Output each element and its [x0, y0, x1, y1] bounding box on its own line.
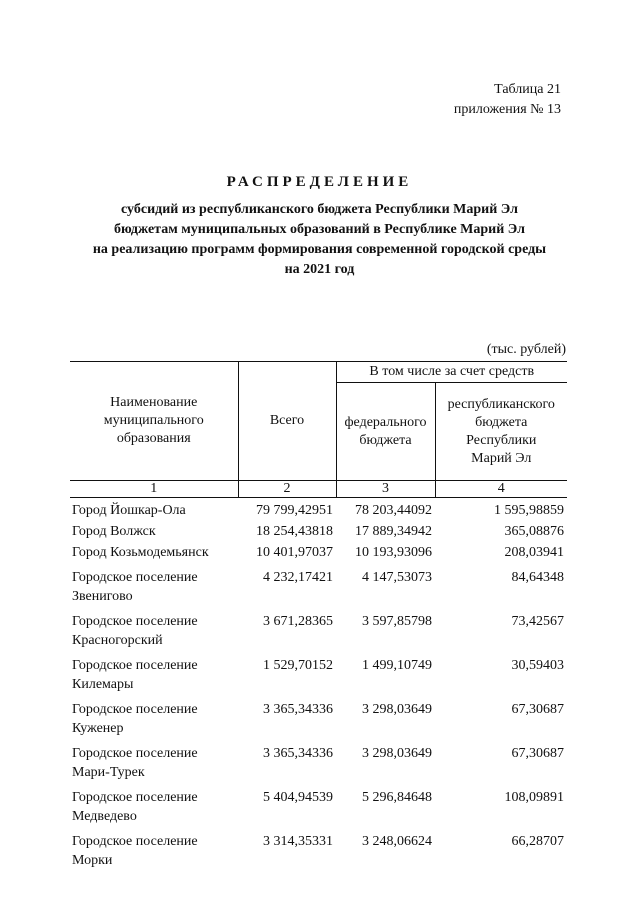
- row-federal: 3 298,03649: [362, 746, 432, 761]
- row-name-line: Городское поселение: [72, 658, 198, 673]
- row-federal: 3 597,85798: [362, 614, 432, 629]
- row-republic: 67,30687: [511, 746, 565, 761]
- row-federal: 1 499,10749: [362, 658, 432, 673]
- header-group: В том числе за счет средств: [336, 362, 567, 383]
- column-number: 4: [435, 481, 567, 498]
- row-name-line: Городское поселение: [72, 834, 198, 849]
- subsidy-table: [70, 361, 567, 871]
- row-name-line: Город Йошкар-Ола: [72, 503, 186, 518]
- subtitle-line: на 2021 год: [284, 262, 355, 277]
- row-name-line: Красногорский: [72, 633, 163, 648]
- subtitle-line: бюджетам муниципальных образований в Республике Марий Эл: [114, 222, 525, 237]
- row-republic: 73,42567: [511, 614, 565, 629]
- row-total: 4 232,17421: [263, 570, 333, 585]
- row-republic: 365,08876: [504, 524, 565, 539]
- row-total: 18 254,43818: [256, 524, 333, 539]
- header-federal: федерального бюджета: [336, 383, 435, 481]
- document-subtitle: [40, 200, 599, 280]
- row-total: 1 529,70152: [263, 658, 333, 673]
- row-name-line: Килемары: [72, 677, 134, 692]
- row-total: 10 401,97037: [256, 545, 333, 560]
- ref-table-number: Таблица 21: [494, 82, 561, 97]
- row-name: [70, 651, 238, 695]
- subtitle-line: на реализацию программ формирования современной городской среды: [92, 242, 547, 257]
- column-number: 1: [70, 481, 238, 498]
- header-republic: республиканского бюджета Республики Марий Эл: [435, 383, 567, 481]
- column-number: 2: [238, 481, 336, 498]
- row-name-line: Городское поселение: [72, 790, 198, 805]
- table-row: [70, 542, 567, 563]
- row-name-line: Город Волжск: [72, 524, 156, 539]
- header-name: Наименование муниципального образования: [70, 362, 238, 481]
- row-name-line: Медведево: [72, 809, 137, 824]
- row-total: 3 671,28365: [263, 614, 333, 629]
- row-name-line: Морки: [72, 853, 113, 868]
- row-name: [70, 827, 238, 871]
- subtitle-line: субсидий из республиканского бюджета Республики Марий Эл: [121, 202, 518, 217]
- row-name: [70, 563, 238, 607]
- row-name-line: Городское поселение: [72, 702, 198, 717]
- row-name: [70, 498, 238, 522]
- row-name-line: Городское поселение: [72, 614, 198, 629]
- units-label: (тыс. рублей): [486, 342, 566, 357]
- row-name: [70, 695, 238, 739]
- row-federal: 3 298,03649: [362, 702, 432, 717]
- row-federal: 17 889,34942: [355, 524, 432, 539]
- row-name-line: Мари-Турек: [72, 765, 145, 780]
- table-row: [70, 498, 567, 522]
- row-republic: 30,59403: [511, 658, 565, 673]
- row-name: [70, 521, 238, 542]
- row-name: [70, 739, 238, 783]
- row-name: [70, 607, 238, 651]
- table-row: [70, 739, 567, 783]
- row-total: 79 799,42951: [256, 503, 333, 518]
- row-federal: 5 296,84648: [362, 790, 432, 805]
- row-total: 3 365,34336: [263, 702, 333, 717]
- row-name-line: Городское поселение: [72, 746, 198, 761]
- row-total: 3 365,34336: [263, 746, 333, 761]
- row-republic: 108,09891: [504, 790, 565, 805]
- ref-appendix-number: приложения № 13: [453, 102, 561, 117]
- row-federal: 10 193,93096: [355, 545, 432, 560]
- table-row: [70, 827, 567, 871]
- row-name: [70, 542, 238, 563]
- row-republic: 1 595,98859: [494, 503, 565, 518]
- table-body: [70, 498, 567, 872]
- column-number: 3: [336, 481, 435, 498]
- row-federal: 4 147,53073: [362, 570, 432, 585]
- row-republic: 84,64348: [511, 570, 565, 585]
- row-name-line: Город Козьмодемьянск: [72, 545, 209, 560]
- row-republic: 208,03941: [504, 545, 565, 560]
- table-row: [70, 521, 567, 542]
- table-row: [70, 695, 567, 739]
- row-federal: 3 248,06624: [362, 834, 432, 849]
- table-row: [70, 783, 567, 827]
- row-republic: 66,28707: [511, 834, 565, 849]
- row-name: [70, 783, 238, 827]
- row-name-line: Куженер: [72, 721, 124, 736]
- table-reference: [454, 80, 561, 120]
- row-republic: 67,30687: [511, 702, 565, 717]
- row-total: 3 314,35331: [263, 834, 333, 849]
- row-name-line: Звенигово: [72, 589, 133, 604]
- document-title: РАСПРЕДЕЛЕНИЕ: [226, 174, 413, 190]
- table-row: [70, 563, 567, 607]
- table-row: [70, 607, 567, 651]
- row-federal: 78 203,44092: [355, 503, 432, 518]
- table-row: [70, 651, 567, 695]
- row-total: 5 404,94539: [263, 790, 333, 805]
- column-number-row: [70, 481, 567, 498]
- header-total: Всего: [238, 362, 336, 481]
- row-name-line: Городское поселение: [72, 570, 198, 585]
